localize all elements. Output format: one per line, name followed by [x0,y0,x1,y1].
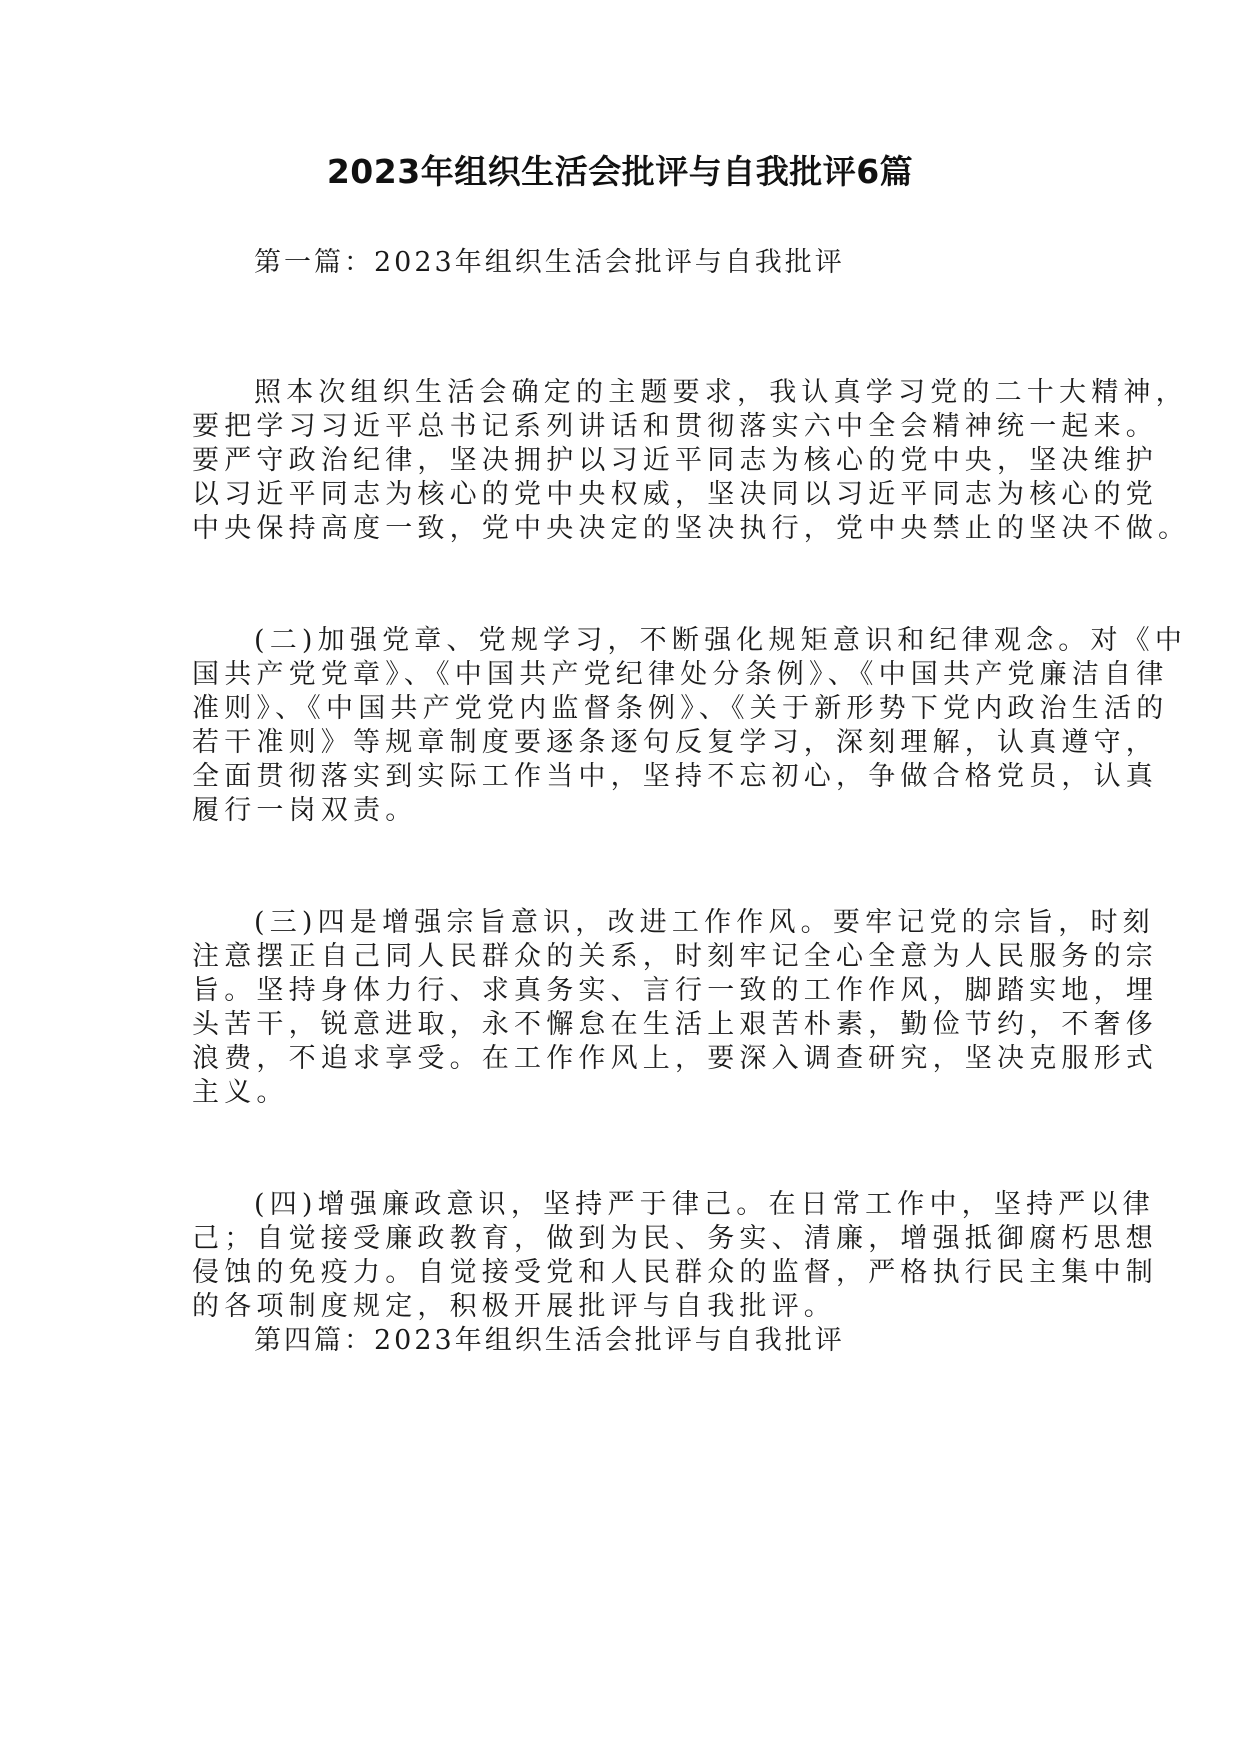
paragraph-line: 要把学习习近平总书记系列讲话和贯彻落实六中全会精神统一起来。 [192,411,1158,442]
paragraph-line: (二)加强党章、党规学习，不断强化规矩意识和纪律观念。对《中 [254,625,1188,656]
paragraph-line: 浪费，不追求享受。在工作作风上，要深入调查研究，坚决克服形式 [192,1043,1158,1074]
paragraph-line: (三)四是增强宗旨意识，改进工作作风。要牢记党的宗旨，时刻 [254,907,1155,938]
paragraph-line: 全面贯彻落实到实际工作当中，坚持不忘初心，争做合格党员，认真 [192,761,1158,792]
paragraph-line: 准则》、《中国共产党党内监督条例》、《关于新形势下党内政治生活的 [192,693,1169,724]
paragraph-line: 注意摆正自己同人民群众的关系，时刻牢记全心全意为人民服务的宗 [192,941,1158,972]
section-heading-1: 第一篇：2023年组织生活会批评与自我批评 [254,247,845,278]
paragraph-line: 以习近平同志为核心的党中央权威，坚决同以习近平同志为核心的党 [192,479,1158,510]
paragraph-line: 履行一岗双责。 [192,795,418,826]
paragraph-line: 旨。坚持身体力行、求真务实、言行一致的工作作风，脚踏实地，埋 [192,975,1158,1006]
document-title: 2023年组织生活会批评与自我批评6篇 [326,152,914,191]
paragraph-line: 头苦干，锐意进取，永不懈怠在生活上艰苦朴素，勤俭节约，不奢侈 [192,1009,1158,1040]
paragraph-line: 要严守政治纪律，坚决拥护以习近平同志为核心的党中央，坚决维护 [192,445,1158,476]
paragraph-line: 主义。 [192,1077,289,1108]
paragraph-line: 侵蚀的免疫力。自觉接受党和人民群众的监督，严格执行民主集中制 [192,1257,1158,1288]
paragraph-line: 若干准则》等规章制度要逐条逐句反复学习，深刻理解，认真遵守， [192,727,1158,758]
paragraph-line: (四)增强廉政意识，坚持严于律己。在日常工作中，坚持严以律 [254,1189,1155,1220]
paragraph-line: 的各项制度规定，积极开展批评与自我批评。 [192,1291,836,1322]
paragraph-line: 国共产党党章》、《中国共产党纪律处分条例》、《中国共产党廉洁自律 [192,659,1169,690]
paragraph-line: 己；自觉接受廉政教育，做到为民、务实、清廉，增强抵御腐朽思想 [192,1223,1158,1254]
section-heading-4: 第四篇：2023年组织生活会批评与自我批评 [254,1325,845,1356]
paragraph-line: 中央保持高度一致，党中央决定的坚决执行，党中央禁止的坚决不做。 [192,513,1191,544]
paragraph-line: 照本次组织生活会确定的主题要求，我认真学习党的二十大精神， [254,377,1188,408]
